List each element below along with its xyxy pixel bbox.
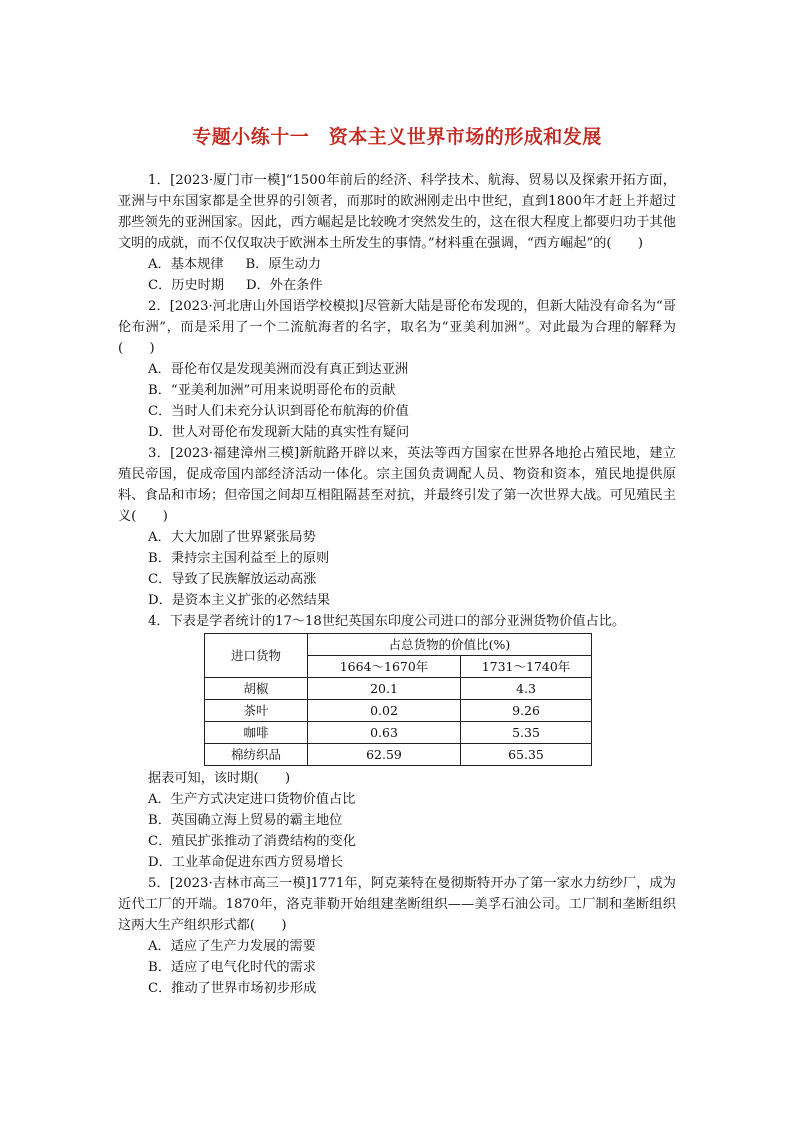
table-cell: 胡椒 xyxy=(205,678,308,700)
table-header-goods: 进口货物 xyxy=(205,634,308,678)
table-cell: 咖啡 xyxy=(205,722,308,744)
question-stem: 1．[2023·厦门市一模]“1500年前后的经济、科学技术、航海、贸易以及探索开拓方面，亚洲与中东国家都是全世界的引领者，而那时的欧洲刚走出中世纪，直到1800年才赶上并超过那些领先的亚洲国家。因此，西方崛起是比较晚才突然发生的，这在很大程度上都要归功于其他文明的成就，而不仅仅取决于欧洲本土所发生的事情。”材料重在强调，“西方崛起”的( ) xyxy=(118,173,676,251)
option-b[interactable]: B．英国确立海上贸易的霸主地位 xyxy=(148,813,343,828)
question-stem: 3．[2023·福建漳州三模]新航路开辟以来，英法等西方国家在世界各地抢占殖民地，建立殖民帝国，促成帝国内部经济活动一体化。宗主国负责调配人员、物资和资本，殖民地提供原料、食品和市场；但帝国之间却互相阻隔甚至对抗，并最终引发了第一次世界大战。可见殖民主义( ) xyxy=(118,446,676,524)
option-a[interactable]: A．基本规律 xyxy=(148,257,224,272)
option-c[interactable]: C．殖民扩张推动了消费结构的变化 xyxy=(148,834,356,849)
table-row xyxy=(205,744,592,766)
table-cell: 0.63 xyxy=(308,722,461,744)
option-a[interactable]: A．适应了生产力发展的需要 xyxy=(148,939,316,954)
table-header-period: 1731～1740年 xyxy=(461,656,592,678)
table-header-period: 1664～1670年 xyxy=(308,656,461,678)
table-cell: 4.3 xyxy=(461,678,592,700)
question-1 xyxy=(118,170,676,296)
option-b[interactable]: B．适应了电气化时代的需求 xyxy=(148,960,316,975)
table-row xyxy=(205,722,592,744)
question-stem: 4．下表是学者统计的17～18世纪英国东印度公司进口的部分亚洲货物价值占比。 xyxy=(148,614,626,629)
question-stem: 5．[2023·吉林市高三一模]1771年，阿克莱特在曼彻斯特开办了第一家水力纺纱厂，成为近代工厂的开端。1870年，洛克菲勒开始组建垄断组织——美孚石油公司。工厂制和垄断组织这两大生产组织形式都( ) xyxy=(118,876,676,933)
option-a[interactable]: A．生产方式决定进口货物价值占比 xyxy=(148,792,356,807)
option-b[interactable]: B．“亚美利加洲”可用来说明哥伦布的贡献 xyxy=(148,383,396,398)
option-d[interactable]: D．外在条件 xyxy=(246,278,323,293)
table-row xyxy=(205,700,592,722)
option-b[interactable]: B．原生动力 xyxy=(245,257,322,272)
question-list xyxy=(118,170,676,999)
option-d[interactable]: D．工业革命促进东西方贸易增长 xyxy=(148,855,344,870)
table-header-row xyxy=(205,634,592,656)
option-d[interactable]: D．世人对哥伦布发现新大陆的真实性有疑问 xyxy=(148,425,410,440)
table-cell: 65.35 xyxy=(461,744,592,766)
question-3 xyxy=(118,443,676,611)
option-d[interactable]: D．是资本主义扩张的必然结果 xyxy=(148,593,331,608)
option-a[interactable]: A．大大加剧了世界紧张局势 xyxy=(148,530,316,545)
question-2 xyxy=(118,296,676,443)
question-followup: 据表可知，该时期( ) xyxy=(148,771,291,786)
question-5 xyxy=(118,873,676,999)
table-cell: 20.1 xyxy=(308,678,461,700)
option-c[interactable]: C．推动了世界市场初步形成 xyxy=(148,981,317,996)
table-header-group: 占总货物的价值比(%) xyxy=(308,634,592,656)
table-cell: 5.35 xyxy=(461,722,592,744)
question-stem: 2．[2023·河北唐山外国语学校模拟]尽管新大陆是哥伦布发现的，但新大陆没有命名为“哥伦布洲”，而是采用了一个二流航海者的名字，取名为“亚美利加洲”。对此最为合理的解释为( ) xyxy=(118,299,676,356)
question-4 xyxy=(118,611,676,873)
table-cell: 棉纺织品 xyxy=(205,744,308,766)
option-c[interactable]: C．导致了民族解放运动高涨 xyxy=(148,572,317,587)
table-row xyxy=(205,678,592,700)
option-b[interactable]: B．秉持宗主国利益至上的原则 xyxy=(148,551,330,566)
page-title: 专题小练十一 资本主义世界市场的形成和发展 xyxy=(192,126,602,148)
option-c[interactable]: C．历史时期 xyxy=(148,278,225,293)
option-row xyxy=(118,275,676,296)
table-cell: 0.02 xyxy=(308,700,461,722)
table-cell: 9.26 xyxy=(461,700,592,722)
data-table xyxy=(204,633,592,766)
option-row xyxy=(118,254,676,275)
table-cell: 茶叶 xyxy=(205,700,308,722)
option-c[interactable]: C．当时人们未充分认识到哥伦布航海的价值 xyxy=(148,404,409,419)
option-a[interactable]: A．哥伦布仅是发现美洲而没有真正到达亚洲 xyxy=(148,362,409,377)
table-cell: 62.59 xyxy=(308,744,461,766)
